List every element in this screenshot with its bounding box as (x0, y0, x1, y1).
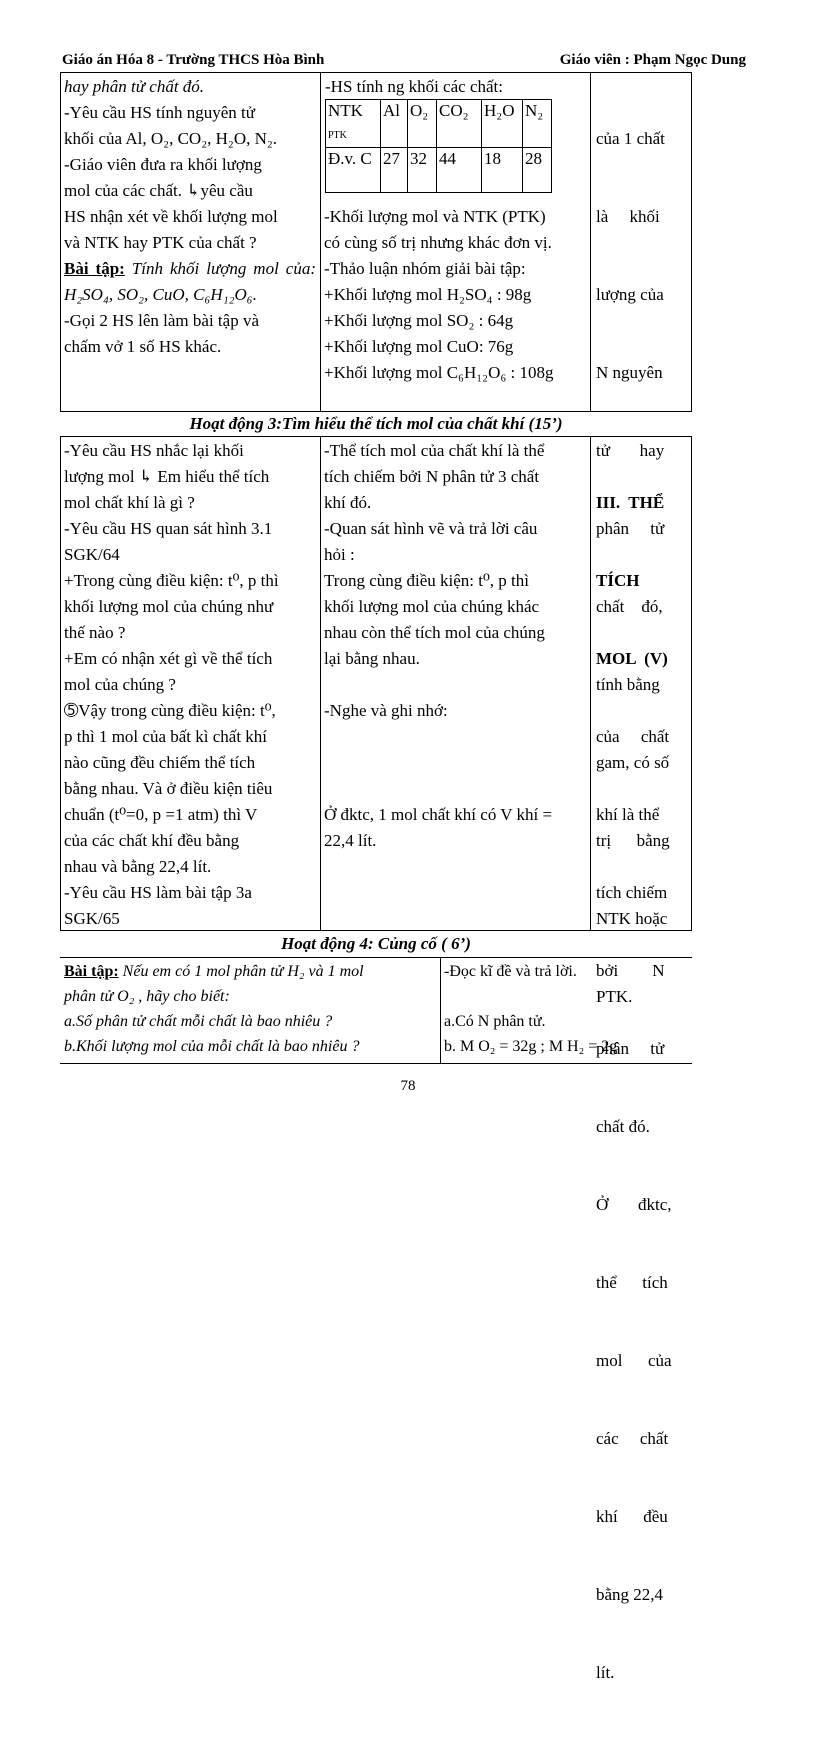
note-line: bằng 22,4 (596, 1585, 664, 1604)
note-line: phân tử (596, 519, 665, 538)
note-line: gam, có số (596, 753, 670, 772)
student-line (324, 750, 588, 776)
note-line: Ở đktc, (596, 1195, 672, 1214)
note-line: khí là thể (596, 805, 660, 824)
exercise-label: Bài tập: (64, 259, 125, 278)
answer-line: a.Có N phân tử. (444, 1013, 546, 1030)
note-line: tử hay (596, 441, 665, 460)
note-line: khí đều (596, 1507, 668, 1526)
ntk-value-cell: 32 (408, 148, 437, 193)
section4-rule-top (60, 957, 692, 958)
teacher-line: -Yêu cầu HS nhắc lại khối (64, 441, 244, 460)
header-right: Giáo viên : Phạm Ngọc Dung (559, 52, 746, 68)
teacher-line: bằng nhau. Và ở điều kiện tiêu (64, 779, 273, 798)
exercise-label: Bài tập: (64, 963, 119, 980)
teacher-line: hay phân tử chất đó. (64, 77, 205, 96)
teacher-line: thế nào ? (64, 623, 126, 642)
note-line: tính bằng (596, 675, 660, 694)
exercise-text: Tính khối lượng mol của: H₂SO₄, SO₂, CuO, C₆H₁₂O₆. (64, 259, 316, 304)
teacher-line: mol chất khí là gì ? (64, 493, 195, 512)
ptk-sub: PTK (328, 130, 347, 141)
note-line: III. THỂ (596, 493, 665, 512)
teacher-line: nhau và bằng 22,4 lít. (64, 857, 212, 876)
note-line: lít. (596, 1663, 615, 1682)
note-line: của 1 chất (596, 129, 665, 148)
note-line: chất đó. (596, 1117, 650, 1136)
column-divider (440, 957, 441, 1063)
teacher-line: khối lượng mol của chúng như (64, 597, 274, 616)
teacher-line: -Gọi 2 HS lên làm bài tập và (64, 311, 259, 330)
student-intro: -HS tính ng khối các chất: (325, 77, 503, 96)
note-line: PTK. (596, 987, 633, 1006)
student-line: -Thể tích mol của chất khí là thể (324, 441, 545, 460)
student-line (324, 672, 588, 698)
section3-title: Hoạt động 3:Tìm hiểu thể tích mol của chất khí (15’) (189, 414, 563, 433)
ntk-header-cell: N₂ (523, 100, 552, 148)
ntk-header-cell: Al (381, 100, 408, 148)
answer-line (444, 984, 690, 1009)
ntk-value-cell: 44 (437, 148, 482, 193)
teacher-line: HS nhận xét về khối lượng mol (64, 207, 278, 226)
note-line: là khối (596, 207, 660, 226)
student-line: khí đó. (324, 493, 372, 512)
ntk-header: NTK (328, 101, 363, 120)
ntk-value-cell: 27 (381, 148, 408, 193)
teacher-line: +Em có nhận xét gì về thể tích (64, 649, 273, 668)
teacher-line: lượng mol ↳ Em hiểu thể tích (64, 467, 270, 486)
student-line: Ở đktc, 1 mol chất khí có V khí = (324, 805, 553, 824)
ntk-value-cell: 28 (523, 148, 552, 193)
teacher-line: -Yêu cầu HS tính nguyên tử (64, 103, 255, 122)
exercise-line: phân tử O₂ , hãy cho biết: (64, 988, 230, 1005)
note-line: chất đó, (596, 597, 663, 616)
student-line: +Khối lượng mol C₆H₁₂O₆ : 108g (324, 363, 554, 382)
student-line: Trong cùng điều kiện: t⁰, p thì (324, 571, 529, 590)
column-divider (590, 72, 591, 412)
student-line: +Khối lượng mol SO₂ : 64g (324, 311, 514, 330)
ntk-header-cell (326, 100, 381, 148)
student-line: +Khối lượng mol CuO: 76g (324, 337, 514, 356)
student-line: -Thảo luận nhóm giải bài tập: (324, 259, 526, 278)
ntk-value-cell: 18 (482, 148, 523, 193)
page-number: 78 (400, 1078, 416, 1094)
student-line (324, 776, 588, 802)
teacher-column-3 (64, 438, 316, 932)
header-left: Giáo án Hóa 8 - Trường THCS Hòa Bình (62, 52, 325, 68)
student-line (324, 724, 588, 750)
teacher-line: nào cũng đều chiếm thể tích (64, 753, 256, 772)
teacher-line: +Trong cùng điều kiện: t⁰, p thì (64, 571, 279, 590)
student-line: +Khối lượng mol H₂SO₄ : 98g (324, 285, 532, 304)
ntk-header-cell: CO₂ (437, 100, 482, 148)
teacher-line: SGK/65 (64, 909, 120, 928)
exercise-line: a.Số phân tử chất mỗi chất là bao nhiêu ? (64, 1013, 333, 1030)
exercise-column (64, 959, 438, 1059)
student-line: 22,4 lít. (324, 831, 377, 850)
student-line: tích chiếm bởi N phân tử 3 chất (324, 467, 540, 486)
teacher-line: của các chất khí đều bằng (64, 831, 240, 850)
note-line: tích chiếm (596, 883, 668, 902)
student-line: hỏi : (324, 545, 355, 564)
teacher-line: và NTK hay PTK của chất ? (64, 233, 257, 252)
teacher-line: ➄Vậy trong cùng điều kiện: t⁰, (64, 701, 276, 720)
section4-title: Hoạt động 4: Củng cố ( 6’) (281, 934, 471, 953)
ntk-header-cell: H₂O (482, 100, 523, 148)
column-divider (590, 436, 591, 931)
note-line: N nguyên (596, 363, 663, 382)
note-line: MOL (V) (596, 649, 668, 668)
exercise-line: Nếu em có 1 mol phân tử H₂ và 1 mol (122, 963, 364, 980)
note-line: thể tích (596, 1273, 668, 1292)
section4-rule-bottom (60, 1063, 692, 1064)
student-line: khối lượng mol của chúng khác (324, 597, 540, 616)
student-line: -Nghe và ghi nhớ: (324, 701, 448, 720)
teacher-line: -Giáo viên đưa ra khối lượng (64, 155, 262, 174)
page-header (62, 52, 746, 69)
student-column-3 (324, 438, 588, 854)
teacher-line: chấm vở 1 số HS khác. (64, 337, 222, 356)
answer-line: -Đọc kĩ đề và trả lời. (444, 963, 577, 980)
teacher-line: -Yêu cầu HS làm bài tập 3a (64, 883, 252, 902)
teacher-line: p thì 1 mol của bất kì chất khí (64, 727, 268, 746)
student-line: nhau còn thể tích mol của chúng (324, 623, 545, 642)
teacher-line: SGK/64 (64, 545, 120, 564)
ntk-row-label: Đ.v. C (326, 148, 381, 193)
ntk-header-cell: O₂ (408, 100, 437, 148)
column-divider (320, 72, 321, 412)
student-line: -Khối lượng mol và NTK (PTK) (324, 207, 546, 226)
teacher-line: khối của Al, O₂, CO₂, H₂O, N₂. (64, 129, 278, 148)
note-line: mol của (596, 1351, 672, 1370)
student-line: -Quan sát hình vẽ và trả lời câu (324, 519, 538, 538)
note-line: NTK hoặc (596, 909, 668, 928)
student-line: lại bằng nhau. (324, 649, 420, 668)
column-divider (320, 436, 321, 931)
exercise-line: b.Khối lượng mol của mỗi chất là bao nhiêu ? (64, 1038, 360, 1055)
answer-line: b. M O₂ = 32g ; M H₂ = 2g (444, 1038, 618, 1055)
note-line: trị bằng (596, 831, 670, 850)
teacher-line: -Yêu cầu HS quan sát hình 3.1 (64, 519, 273, 538)
teacher-line: mol của các chất. ↳yêu cầu (64, 181, 253, 200)
student-column-top (324, 204, 588, 386)
answer-column (444, 959, 690, 1059)
note-line: bởi N (596, 961, 665, 980)
student-line: có cùng số trị nhưng khác đơn vị. (324, 233, 552, 252)
note-line: phân tử (596, 1039, 665, 1058)
ntk-table (325, 99, 552, 193)
note-line: lượng của (596, 285, 664, 304)
note-line: của chất (596, 727, 670, 746)
teacher-column-top (64, 74, 316, 360)
teacher-line: mol của chúng ? (64, 675, 176, 694)
teacher-line: chuẩn (t⁰=0, p =1 atm) thì V (64, 805, 258, 824)
note-line: các chất (596, 1429, 669, 1448)
note-line: TÍCH (596, 571, 640, 590)
